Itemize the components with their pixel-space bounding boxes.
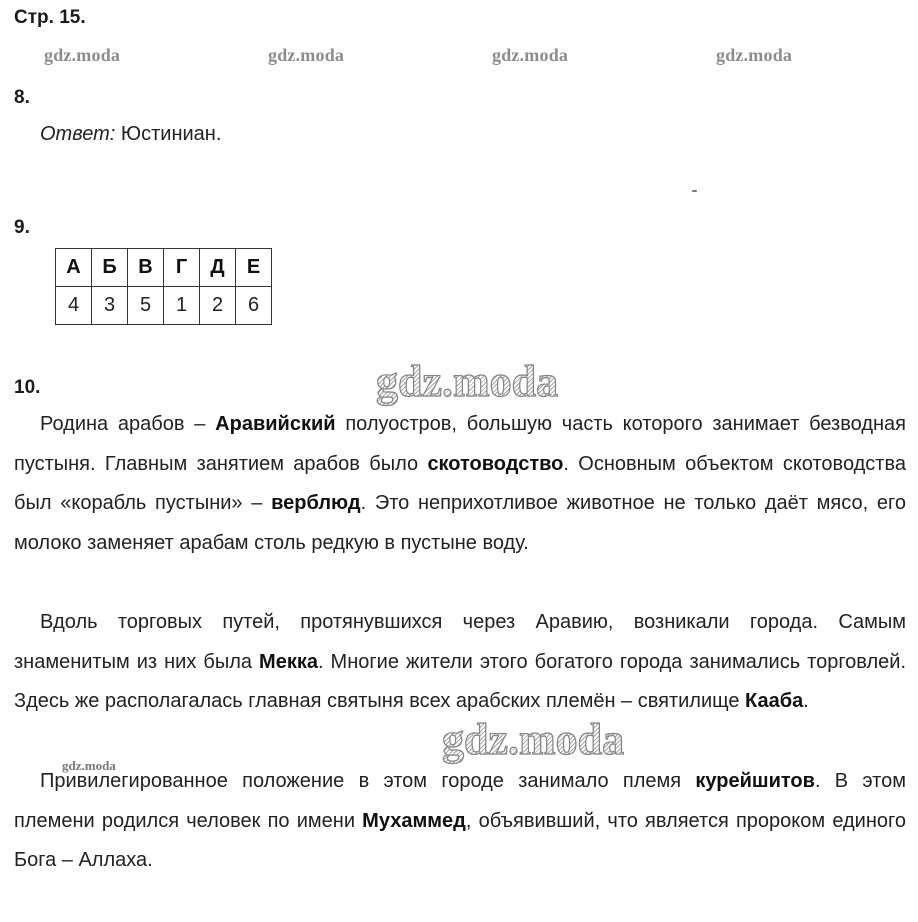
paragraph-3 [14, 762, 906, 881]
key-term: верблюд [271, 492, 361, 514]
text-run: . Это неприхотливое животное не только даёт мясо, его молоко заменяет арабам столь редкую в пустыне воду. [14, 492, 906, 554]
watermark: gdz.moda [44, 45, 121, 65]
table-cell: 5 [128, 287, 164, 325]
task-10-number: 10. [14, 377, 41, 398]
table-header-cell: В [128, 249, 164, 287]
paragraph-2 [14, 603, 906, 722]
answer-text: Юстиниан. [115, 123, 222, 145]
table-cell: 3 [92, 287, 128, 325]
text-run: , объявивший, что является пророком единого Бога – Аллаха. [14, 809, 906, 871]
table-header-cell: Б [92, 249, 128, 287]
task-8-answer [40, 123, 221, 146]
watermark: gdz.moda [62, 758, 116, 773]
text-run: Привилегированное положение в этом городе занимало племя [40, 770, 696, 792]
text-run: . Многие жители этого богатого города занимались торговлей. Здесь же располагалась главная святыня всех арабских племён – святилище [14, 650, 906, 712]
key-term: курейшитов [695, 770, 815, 792]
task-9-number: 9. [14, 217, 30, 238]
table-header-cell: Г [164, 249, 200, 287]
table-header-cell: А [56, 249, 92, 287]
table-header-cell: Е [236, 249, 272, 287]
table-row [56, 287, 272, 325]
paragraph-1 [14, 405, 906, 563]
table-cell: 1 [164, 287, 200, 325]
task-8-number: 8. [14, 87, 30, 108]
scan-speck [692, 190, 697, 192]
watermark: gdz.moda [268, 45, 345, 65]
key-term: Мухаммед [362, 809, 466, 832]
text-run: . [803, 690, 809, 712]
text-run: . Основным объектом скотоводства был «корабль пустыни» – [14, 452, 906, 514]
table-cell: 6 [236, 287, 272, 325]
key-term: Кааба [745, 690, 804, 712]
watermark-large: gdz.moda [376, 357, 559, 406]
page-label: Стр. 15. [14, 7, 86, 28]
table-header-cell: Д [200, 249, 236, 287]
key-term: Аравийский [215, 413, 336, 435]
watermark: gdz.moda [492, 45, 569, 65]
text-run: полуостров, большую часть которого занимает безводная пустыня. Главным занятием арабов было [14, 413, 906, 475]
answer-prefix: Ответ: [40, 123, 116, 145]
table-cell: 2 [200, 287, 236, 325]
key-term: скотоводство [427, 452, 564, 475]
table-cell: 4 [56, 287, 92, 325]
key-term: Мекка [259, 650, 318, 673]
text-run: Родина арабов – [40, 413, 216, 435]
watermark-large: gdz.moda [442, 715, 625, 764]
text-run: Вдоль торговых путей, протянувшихся через Аравию, возникали города. Самым знаменитым из них была [14, 611, 906, 673]
answer-table [55, 248, 272, 325]
table-header-row [56, 249, 272, 287]
text-run: . В этом племени родился человек по имени [14, 770, 906, 832]
watermark: gdz.moda [716, 45, 793, 65]
